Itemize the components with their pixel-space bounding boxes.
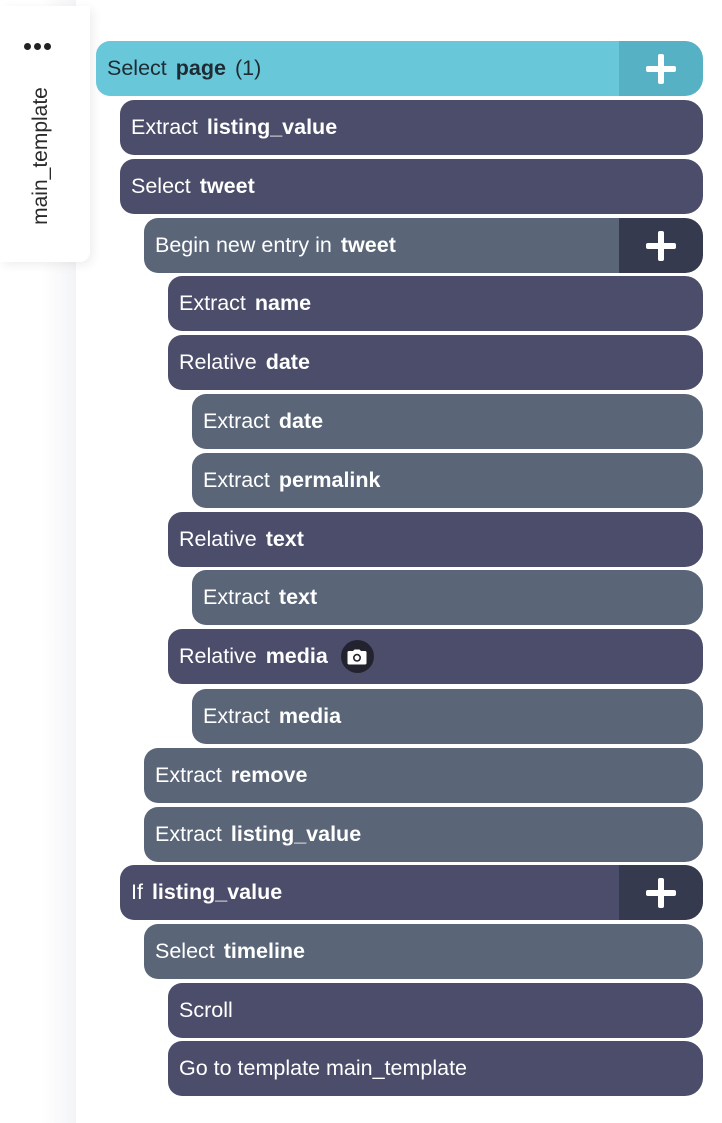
step-action: Extract: [203, 409, 270, 433]
step-row[interactable]: [192, 570, 703, 625]
step-action: Extract: [203, 468, 270, 492]
template-name: main_template: [29, 87, 52, 225]
step-target: remove: [230, 763, 308, 787]
add-step-button[interactable]: [619, 218, 703, 273]
step-row[interactable]: [144, 807, 703, 862]
step-action: Extract: [155, 822, 222, 846]
step-target: tweet: [340, 233, 396, 257]
step-action: Relative: [179, 527, 257, 551]
step-row[interactable]: [168, 1041, 703, 1096]
step-row[interactable]: [144, 218, 703, 273]
template-tab[interactable]: [0, 6, 90, 262]
camera-icon[interactable]: [341, 640, 374, 673]
step-row[interactable]: [192, 394, 703, 449]
step-target: tweet: [199, 174, 255, 198]
step-row[interactable]: [192, 453, 703, 508]
step-target: listing_value: [206, 115, 338, 139]
step-row[interactable]: [168, 276, 703, 331]
step-target: listing_value: [230, 822, 362, 846]
plus-icon: [646, 231, 676, 261]
step-target: date: [265, 350, 310, 374]
step-action: Select: [107, 56, 167, 80]
step-action: Begin new entry in: [155, 233, 332, 257]
step-action: Go to template main_template: [179, 1056, 468, 1080]
step-target: name: [254, 291, 312, 315]
step-action: Extract: [179, 291, 246, 315]
step-target: listing_value: [151, 880, 283, 904]
more-dots-icon[interactable]: [24, 43, 51, 50]
step-action: Select: [155, 939, 215, 963]
step-target: page: [175, 56, 226, 80]
step-action: Extract: [155, 763, 222, 787]
step-row[interactable]: [144, 748, 703, 803]
add-step-button[interactable]: [619, 41, 703, 96]
step-target: text: [278, 585, 318, 609]
step-row[interactable]: [168, 335, 703, 390]
step-row[interactable]: [192, 689, 703, 744]
step-target: timeline: [223, 939, 306, 963]
step-target: media: [278, 704, 342, 728]
step-row[interactable]: [96, 41, 703, 96]
step-action: Extract: [203, 585, 270, 609]
step-target: date: [278, 409, 324, 433]
step-action: If: [131, 880, 143, 904]
step-target: permalink: [278, 468, 381, 492]
step-row[interactable]: [168, 629, 703, 684]
step-row[interactable]: [120, 100, 703, 155]
step-row[interactable]: [144, 924, 703, 979]
step-row[interactable]: [120, 159, 703, 214]
plus-icon: [646, 878, 676, 908]
plus-icon: [646, 54, 676, 84]
step-action: Relative: [179, 644, 257, 668]
step-action: Scroll: [179, 998, 233, 1022]
step-action: Relative: [179, 350, 257, 374]
step-target: text: [265, 527, 304, 551]
step-row[interactable]: [168, 512, 703, 567]
step-row[interactable]: [120, 865, 703, 920]
step-row[interactable]: [168, 983, 703, 1038]
step-action: Extract: [131, 115, 198, 139]
step-target: media: [265, 644, 328, 668]
add-step-button[interactable]: [619, 865, 703, 920]
step-count: (1): [234, 56, 262, 80]
step-action: Select: [131, 174, 191, 198]
step-action: Extract: [203, 704, 270, 728]
